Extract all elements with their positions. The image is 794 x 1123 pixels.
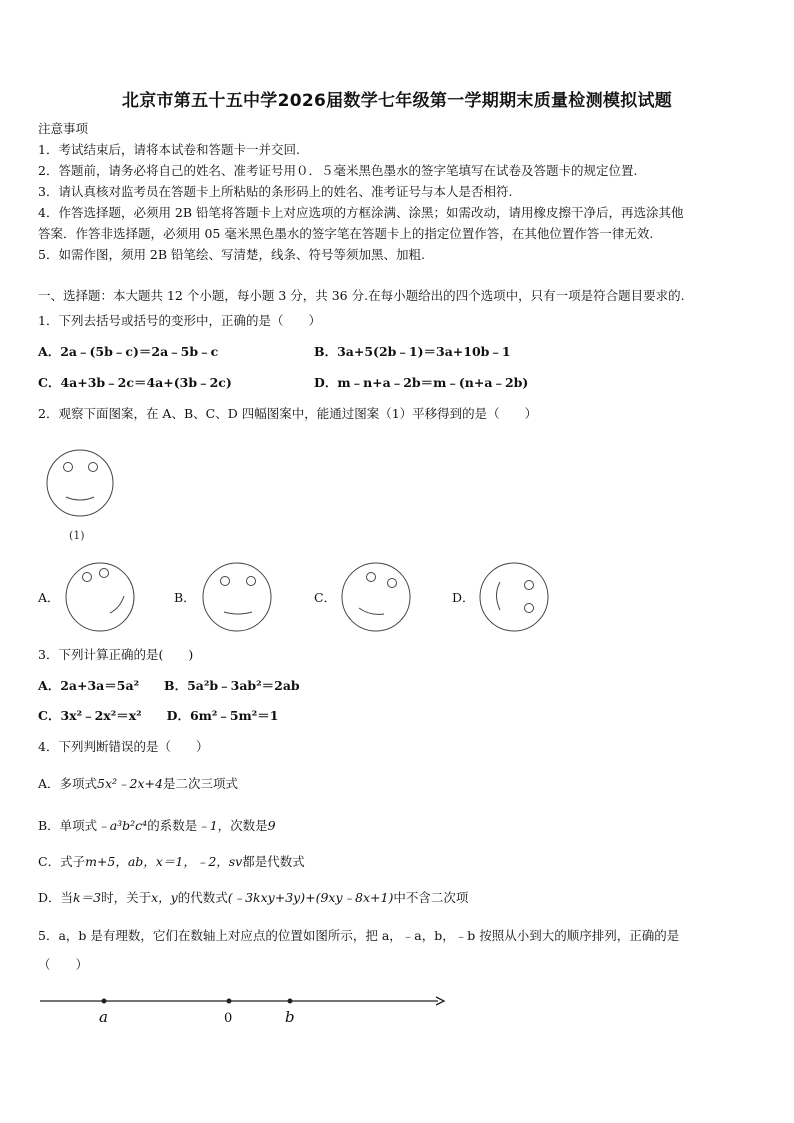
notice-item: 答案．作答非选择题，必须用 05 毫米黑色墨水的签字笔在答题卡上的指定位置作答，在其他位置作答一律无效. [38,226,654,241]
section-heading: 一、选择题：本大题共 12 个小题，每小题 3 分，共 36 分.在每小题给出的四个选项中，只有一项是符合题目要求的. [38,288,685,303]
option-c-label: C． [314,590,337,605]
option-b-label: B． [174,590,196,605]
notice-item: 3．请认真核对监考员在答题卡上所粘贴的条形码上的姓名、准考证号与本人是否相符. [38,184,513,199]
label-zero: 0 [224,1011,233,1026]
notice-item: 4．作答选择题，必须用 2B 铅笔将答题卡上对应选项的方框涂满、涂黑；如需改动，请用橡皮擦干净后，再选涂其他 [38,205,684,220]
notice-heading: 注意事项 [38,121,89,136]
label-a: a [99,1008,108,1026]
question-2-figures [0,430,794,640]
option-a-label: A． [38,590,60,605]
notice-item: 2．答题前，请务必将自己的姓名、准考证号用０．５毫米黑色墨水的签字笔填写在试卷及答题卡的规定位置. [38,163,638,178]
smiley-option-d [480,563,548,631]
question-4-option-a: A．多项式5x²﹣2x+4是二次三项式 [38,776,238,791]
option-d-label: D． [452,590,475,605]
question-5-stem-continued: （ ） [38,957,89,972]
point-b [288,999,293,1004]
question-4-stem: 4．下列判断错误的是（ ） [38,739,209,754]
number-line [0,985,794,1035]
question-1-option-b: B．3a+5(2b﹣1)＝3a+10b﹣1 [314,344,511,359]
notice-item: 1．考试结束后，请将本试卷和答题卡一并交回. [38,142,300,157]
question-5-stem: 5．a，b 是有理数，它们在数轴上对应点的位置如图所示，把 a，﹣a，b，﹣b 按照从小到大的顺序排列，正确的是 [38,928,680,943]
question-1-option-d: D．m﹣n+a﹣2b＝m﹣(n+a﹣2b) [314,375,529,390]
question-4-option-c: C．式子m+5，ab，x＝1，﹣2，sv都是代数式 [38,854,305,869]
page-title: 北京市第五十五中学2026届数学七年级第一学期期末质量检测模拟试题 [121,91,673,111]
point-zero [227,999,232,1004]
question-3-options-cd: C．3x²﹣2x²＝x² D．6m²﹣5m²＝1 [38,708,279,723]
notice-item: 5．如需作图，须用 2B 铅笔绘、写清楚，线条、符号等须加黑、加粗. [38,247,426,262]
smiley-option-b [203,563,271,631]
question-3-stem: 3．下列计算正确的是( ) [38,647,194,662]
question-4-option-b: B．单项式﹣a³b²c⁴的系数是﹣1，次数是9 [38,818,276,833]
smiley-option-a [66,563,134,631]
smiley-figure-1 [47,450,113,516]
question-3-options-ab: A．2a+3a＝5a² B．5a²b﹣3ab²＝2ab [38,678,300,693]
smiley-option-c [342,563,410,631]
figure-1-label: (1) [69,529,85,542]
point-a [102,999,107,1004]
question-4-option-d: D．当k＝3时，关于x，y的代数式(﹣3kxy+3y)+(9xy﹣8x+1)中不含二次项 [38,890,469,905]
question-1-stem: 1．下列去括号或括号的变形中，正确的是（ ） [38,313,321,328]
question-2-stem: 2．观察下面图案，在 A、B、C、D 四幅图案中，能通过图案（1）平移得到的是（ ） [38,406,538,421]
question-1-option-a: A．2a﹣(5b﹣c)＝2a﹣5b﹣c [38,344,219,359]
label-b: b [285,1008,295,1026]
question-1-option-c: C．4a+3b﹣2c＝4a+(3b﹣2c) [38,375,232,390]
